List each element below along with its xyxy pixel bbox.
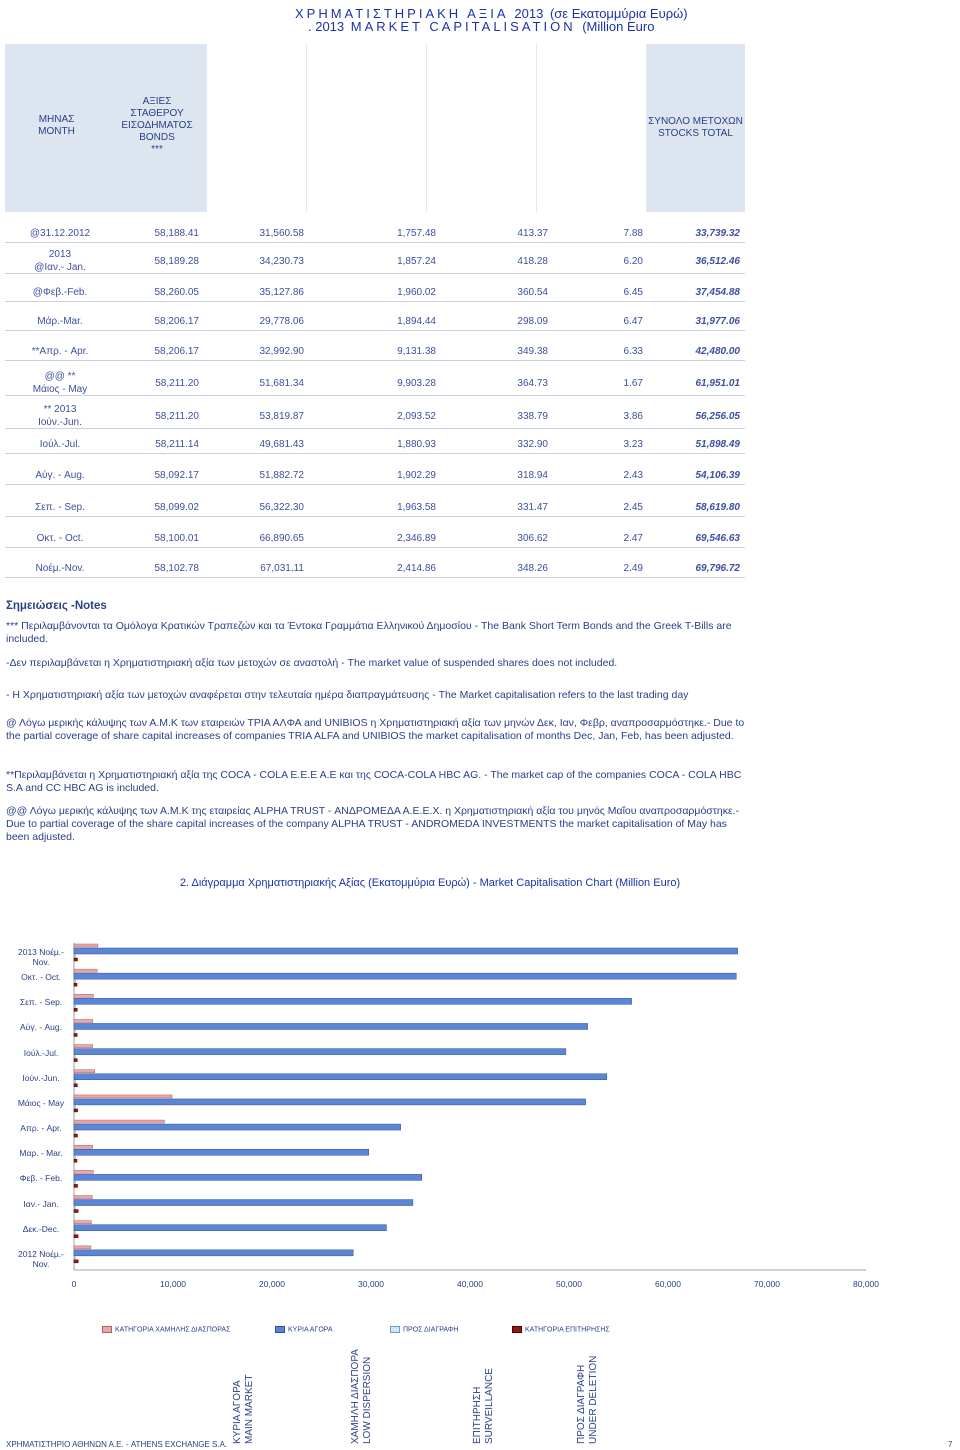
cell-total: 33,739.32 (695, 228, 740, 239)
cell-total: 56,256.05 (695, 411, 740, 422)
row-month: @Φεβ.-Feb. (32, 287, 88, 298)
legend-item-low-dispersion (102, 1326, 230, 1333)
header-bonds-line: ΑΞΙΕΣ (142, 96, 172, 107)
cell-total: 42,480.00 (695, 346, 740, 357)
x-tick-label: 10,000 (160, 1279, 186, 1289)
bar-1-6 (74, 1099, 586, 1105)
row-month: 2013 @Ιαν.- Jan. (34, 249, 86, 273)
cell-total: 36,512.46 (695, 256, 740, 267)
cell-surv: 349.38 (517, 346, 548, 357)
cell-bonds: 58,211.14 (155, 439, 199, 450)
cell-surv: 318.94 (517, 470, 548, 481)
x-tick-label: 70,000 (754, 1279, 780, 1289)
header-del-gr: ΠΡΟΣ ΔΙΑΓΡΑΦΗ (576, 1364, 587, 1444)
cell-surv: 413.37 (517, 228, 548, 239)
bar-0-9 (74, 1170, 93, 1173)
y-tick-label: Σεπ. - Sep. (19, 997, 63, 1008)
cell-low: 9,903.28 (397, 378, 436, 389)
header-bonds-line: *** (151, 144, 163, 155)
bar-1-3 (74, 1023, 588, 1029)
note-6: @@ Λόγω μερικής κάλυψης των Α.Μ.Κ της εταιρείας ALPHA TRUST - ΑΝΔΡΟΜΕΔΑ Α.Ε.Ε.Χ. η Χρηματιστηριακή αξία του μηνός Μαΐου αναπροσαρμόστηκε.- Due to partial coverage of the share capital increases of the company ALPHA TRUST - ANDROMEDA INVESTMENTS the market capitalisation of May has been adjusted. (6, 805, 740, 843)
cell-surv: 332.90 (517, 439, 548, 450)
bar-3-0 (74, 958, 77, 961)
bar-1-7 (74, 1124, 401, 1130)
bar-2-11 (74, 1232, 76, 1234)
header-low-en: LOW DISPERSION (362, 1356, 373, 1444)
y-tick-label: Μάιος - May (17, 1097, 65, 1108)
y-tick-label: Φεβ. - Feb. (19, 1173, 63, 1184)
bar-2-10 (74, 1207, 76, 1209)
cell-main: 49,681.43 (259, 439, 304, 450)
cell-low: 2,414.86 (397, 563, 436, 574)
row-month: Μάρ.-Mar. (37, 316, 83, 327)
note-1: *** Περιλαμβάνονται τα Ομόλογα Κρατικών Τραπεζών και τα Έντοκα Γραμμάτια Ελληνικού Δημοσίου - The Bank Short Term Bonds and the Greek T-Bills are included. (6, 620, 732, 645)
cell-del: 6.20 (623, 256, 643, 267)
header-del-en: UNDER DELETION (588, 1355, 599, 1444)
y-tick-label: Αύγ. - Aug. (20, 1022, 62, 1033)
bar-2-9 (74, 1181, 76, 1183)
cell-bonds: 58,100.01 (154, 533, 199, 544)
cell-surv: 360.54 (517, 287, 548, 298)
legend-label: ΚΑΤΗΓΟΡΙΑ ΕΠΙΤΗΡΗΣΗΣ (525, 1326, 610, 1334)
bar-2-5 (74, 1081, 76, 1083)
legend-item-main-market (275, 1326, 333, 1333)
bar-0-1 (74, 969, 97, 972)
note-5: **Περιλαμβάνεται η Χρηματιστηριακή αξία της COCA - COLA E.E.E A.E και της COCA-COLA HBC AG. - The market cap of the companies COCA - COLA HBC S.A and CC HBC AG is included. (6, 769, 742, 794)
bar-3-7 (74, 1134, 77, 1137)
header-main-gr: ΚΥΡΙΑ ΑΓΟΡΑ (232, 1380, 243, 1444)
cell-bonds: 58,189.28 (154, 256, 199, 267)
bar-1-9 (74, 1174, 422, 1180)
row-month: Σεπ. - Sep. (35, 502, 85, 513)
x-tick-label: 60,000 (655, 1279, 681, 1289)
bar-1-5 (74, 1074, 607, 1080)
header-bonds-line: ΣΤΑΘΕΡΟΥ (130, 108, 184, 119)
x-tick-label: 0 (71, 1279, 77, 1289)
cell-bonds: 58,206.17 (154, 316, 199, 327)
y-tick-label: Ιούν.-Jun. (22, 1072, 60, 1083)
legend-item-under-deletion (390, 1326, 458, 1333)
cell-del: 6.33 (623, 346, 643, 357)
bar-0-4 (74, 1045, 93, 1048)
cell-surv: 338.79 (517, 411, 548, 422)
notes-heading: Σημειώσεις -Notes (6, 600, 107, 612)
row-month: @@ ** Μάιος - May (32, 371, 88, 395)
note-2: -Δεν περιλαμβάνεται η Χρηματιστηριακή αξία των μετοχών σε αναστολή - The market value of suspended shares does not included. (6, 657, 618, 669)
chart-title: 2. Διάγραμμα Χρηματιστηριακής Αξίας (Εκατομμύρια Ευρώ) - Market Capitalisation Chart (Million Euro) (179, 877, 681, 889)
row-month: Νοέμ.-Nov. (35, 563, 85, 574)
y-tick-label: Δεκ.-Dec. (22, 1223, 60, 1234)
header-month-en: MONTH (38, 126, 75, 137)
bar-3-2 (74, 1008, 77, 1011)
cell-main: 32,992.90 (259, 346, 304, 357)
legend-label: ΠΡΟΣ ΔΙΑΓΡΑΦΗ (403, 1326, 459, 1334)
cell-surv: 331.47 (517, 502, 548, 513)
header-month-gr: ΜΗΝΑΣ (38, 114, 75, 125)
note-3: - Η Χρηματιστηριακή αξία των μετοχών αναφέρεται στην τελευταία ημέρα διαπραγμάτευσης - The Market capitalisation refers to the last trading day (6, 689, 689, 701)
bar-0-3 (74, 1019, 93, 1022)
bar-1-1 (74, 973, 736, 979)
bar-0-6 (74, 1095, 172, 1098)
row-month: **Απρ. - Apr. (31, 346, 89, 357)
bar-3-6 (74, 1109, 78, 1112)
header-surv-en: SURVEILLANCE (484, 1368, 495, 1444)
cell-del: 6.47 (623, 316, 643, 327)
row-month: @31.12.2012 (29, 228, 91, 239)
bar-2-6 (74, 1106, 76, 1108)
bar-1-4 (74, 1049, 566, 1055)
x-tick-label: 30,000 (358, 1279, 384, 1289)
cell-del: 2.45 (623, 502, 643, 513)
bar-2-0 (74, 955, 76, 957)
row-month: Ιούλ.-Jul. (39, 439, 81, 450)
bar-3-10 (74, 1210, 78, 1213)
bar-2-8 (74, 1156, 76, 1158)
cell-bonds: 58,206.17 (154, 346, 199, 357)
cell-total: 58,619.80 (695, 502, 740, 513)
header-low-gr: ΧΑΜΗΛΗ ΔΙΑΣΠΟΡΑ (350, 1349, 361, 1444)
cell-bonds: 58,188.41 (154, 228, 199, 239)
cell-surv: 348.26 (517, 563, 548, 574)
y-tick-label: 2013 Νοέμ.- Nov. (17, 947, 64, 967)
y-tick-label: Μαρ. - Mar. (19, 1148, 63, 1159)
bar-1-12 (74, 1250, 353, 1256)
cell-bonds: 58,092.17 (154, 470, 199, 481)
header-bonds-line: ΕΙΣΟΔΗΜΑΤΟΣ (121, 120, 193, 131)
cell-main: 53,819.87 (259, 411, 304, 422)
legend-swatch (102, 1326, 112, 1333)
cell-total: 54,106.39 (695, 470, 740, 481)
header-total-en: STOCKS TOTAL (658, 128, 733, 139)
legend-swatch (512, 1326, 522, 1333)
cell-surv: 306.62 (517, 533, 548, 544)
cell-del: 2.49 (623, 563, 643, 574)
cell-del: 6.45 (623, 287, 643, 298)
bar-0-12 (74, 1246, 91, 1249)
footer-page-number: 7 (948, 1440, 953, 1449)
title-year-2: . 2013 (308, 19, 345, 34)
bar-2-3 (74, 1030, 76, 1032)
legend-item-surveillance (512, 1326, 610, 1333)
cell-low: 2,093.52 (397, 411, 436, 422)
header-total-gr: ΣΥΝΟΛΟ ΜΕΤΟΧΩΝ (648, 116, 743, 127)
row-month: Οκτ. - Oct. (36, 533, 84, 544)
x-tick-label: 80,000 (853, 1279, 879, 1289)
cell-total: 69,796.72 (695, 563, 740, 574)
bar-3-1 (74, 983, 77, 986)
cell-low: 1,857.24 (397, 256, 436, 267)
title-unit-english: (Million Euro (582, 19, 655, 34)
legend-swatch (390, 1326, 400, 1333)
cell-total: 31,977.06 (695, 316, 740, 327)
cell-main: 66,890.65 (259, 533, 304, 544)
cell-total: 51,898.49 (695, 439, 740, 450)
cell-main: 35,127.86 (259, 287, 304, 298)
cell-main: 56,322.30 (259, 502, 304, 513)
bar-3-9 (74, 1184, 78, 1187)
x-tick-label: 20,000 (259, 1279, 285, 1289)
cell-del: 7.88 (623, 228, 643, 239)
cell-total: 69,546.63 (695, 533, 740, 544)
bar-0-2 (74, 994, 93, 997)
cell-main: 29,778.06 (259, 316, 304, 327)
bar-2-7 (74, 1131, 76, 1133)
title-unit-greek: (σε Εκατομμύρια Ευρώ) (549, 6, 688, 21)
bar-1-11 (74, 1225, 386, 1231)
bar-0-8 (74, 1145, 93, 1148)
cell-bonds: 58,211.20 (155, 411, 199, 422)
cell-main: 31,560.58 (259, 228, 304, 239)
x-tick-label: 50,000 (556, 1279, 582, 1289)
header-surv-gr: ΕΠΙΤΗΡΗΣΗ (472, 1386, 483, 1444)
bar-2-2 (74, 1005, 76, 1007)
legend-label: ΚΑΤΗΓΟΡΙΑ ΧΑΜΗΛΗΣ ΔΙΑΣΠΟΡΑΣ (115, 1326, 231, 1334)
cell-low: 2,346.89 (397, 533, 436, 544)
cell-bonds: 58,260.05 (154, 287, 199, 298)
cell-low: 1,960.02 (397, 287, 436, 298)
bar-0-7 (74, 1120, 164, 1123)
cell-low: 9,131.38 (397, 346, 436, 357)
cell-del: 2.47 (623, 533, 643, 544)
cell-main: 34,230.73 (259, 256, 304, 267)
cell-main: 51,681.34 (259, 378, 304, 389)
y-tick-label: Απρ. - Apr. (20, 1123, 62, 1134)
legend-label: ΚΥΡΙΑ ΑΓΟΡΑ (288, 1326, 333, 1334)
bar-3-3 (74, 1033, 77, 1036)
cell-surv: 364.73 (517, 378, 548, 389)
bar-0-0 (74, 944, 98, 947)
y-tick-label: Ιαν.- Jan. (23, 1198, 59, 1209)
note-4: @ Λόγω μερικής κάλυψης των Α.Μ.Κ των εταιρειών ΤΡΙΑ ΑΛΦΑ and UNIBIOS η Χρηματιστηριακή αξία των μηνών Δεκ, Ιαν, Φεβρ, αναπροσαρμόστηκε.- Due to the partial coverage of share capital increases of companies TRIA ALFA and UNIBIOS the market capitalisation of months Dec, Jan, Feb, has been adjusted. (6, 717, 745, 742)
cell-low: 1,880.93 (397, 439, 436, 450)
bar-0-10 (74, 1196, 92, 1199)
cell-del: 1.67 (623, 378, 643, 389)
row-month: Αύγ. - Aug. (35, 470, 85, 481)
cell-low: 1,963.58 (397, 502, 436, 513)
bar-1-10 (74, 1200, 413, 1206)
bar-1-2 (74, 998, 632, 1004)
title-year: 2013 (514, 6, 544, 21)
footer-company: ΧΡΗΜΑΤΙΣΤΗΡΙΟ ΑΘΗΝΩΝ Α.Ε. - ATHENS EXCHANGE S.A. (6, 1440, 228, 1449)
bar-2-4 (74, 1056, 76, 1058)
x-tick-label: 40,000 (457, 1279, 483, 1289)
cell-total: 37,454.88 (695, 287, 740, 298)
bar-3-5 (74, 1084, 77, 1087)
title-greek-text: ΧΡΗΜΑΤΙΣΤΗΡΙΑΚΗ ΑΞΙΑ (295, 6, 508, 21)
bar-0-5 (74, 1070, 95, 1073)
cell-surv: 418.28 (517, 256, 548, 267)
cell-main: 67,031.11 (260, 563, 304, 574)
bar-0-11 (74, 1221, 91, 1224)
cell-del: 3.23 (623, 439, 643, 450)
cell-main: 51,882.72 (259, 470, 304, 481)
bar-2-1 (74, 980, 76, 982)
cell-del: 3.86 (623, 411, 643, 422)
y-tick-label: Ιούλ.-Jul. (23, 1047, 59, 1058)
cell-bonds: 58,102.78 (154, 563, 199, 574)
bar-3-12 (74, 1260, 78, 1263)
cell-low: 1,757.48 (397, 228, 436, 239)
bar-3-8 (74, 1159, 77, 1162)
bar-1-0 (74, 948, 738, 954)
title-english-text: MARKET CAPITALISATION (350, 19, 576, 34)
row-month: ** 2013 Ιούν.-Jun. (38, 404, 82, 428)
cell-low: 1,902.29 (397, 470, 436, 481)
cell-total: 61,951.01 (695, 378, 740, 389)
y-tick-label: 2012 Νοέμ.- Nov. (17, 1248, 64, 1269)
cell-del: 2.43 (623, 470, 643, 481)
bar-2-12 (74, 1257, 76, 1259)
cell-bonds: 58,099.02 (154, 502, 199, 513)
legend-swatch (275, 1326, 285, 1333)
cell-low: 1,894.44 (397, 316, 436, 327)
bar-3-4 (74, 1059, 77, 1062)
cell-surv: 298.09 (517, 316, 548, 327)
header-main-en: MAIN MARKET (244, 1374, 255, 1444)
y-tick-label: Οκτ. - Oct. (21, 972, 61, 983)
header-bonds-line: BONDS (139, 132, 175, 143)
bar-3-11 (74, 1235, 78, 1238)
cell-bonds: 58,211.20 (155, 378, 199, 389)
bar-1-8 (74, 1149, 369, 1155)
